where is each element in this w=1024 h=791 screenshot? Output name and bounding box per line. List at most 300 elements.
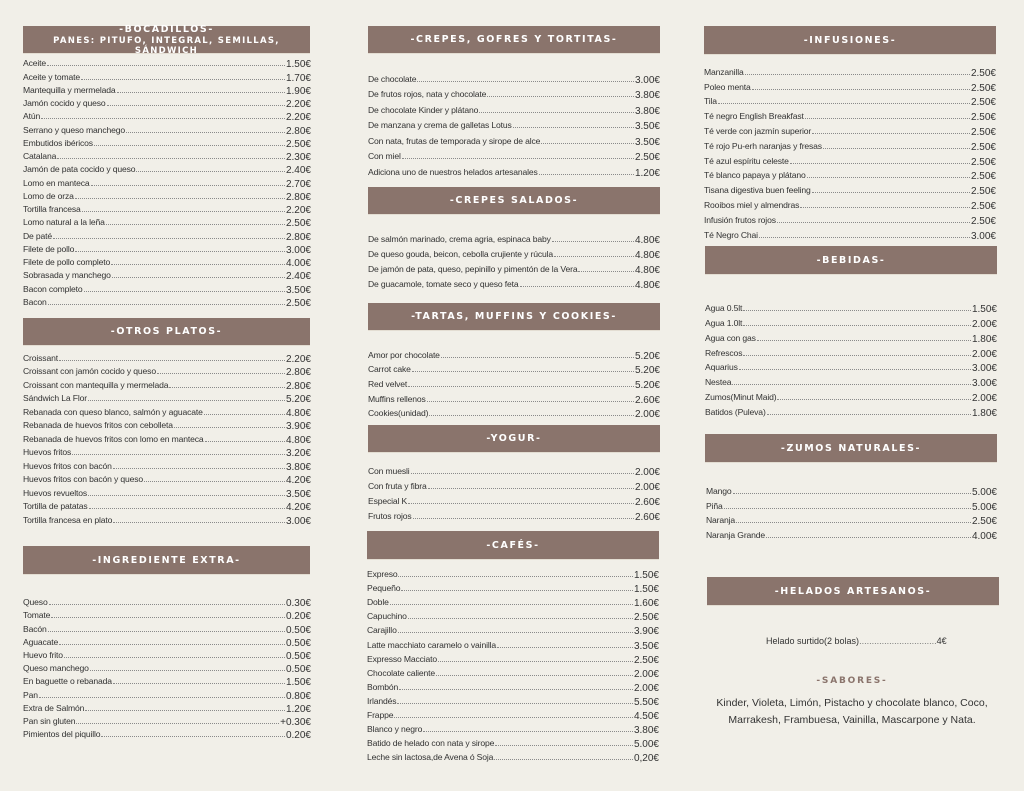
menu-item-price: 4.80€ xyxy=(285,407,311,419)
list-bocadillos xyxy=(23,55,311,307)
menu-item-price: 2.50€ xyxy=(970,200,996,212)
menu-item xyxy=(368,99,660,115)
list-otros-platos xyxy=(23,349,311,525)
dot-leader xyxy=(554,256,634,257)
section-title-otros-platos: -OTROS PLATOS- xyxy=(110,326,223,337)
menu-item xyxy=(23,376,311,390)
menu-item-name: Con miel xyxy=(368,151,401,161)
menu-item-price: 2.50€ xyxy=(970,171,996,183)
dot-leader xyxy=(552,241,634,242)
list-crepes-gofres xyxy=(368,68,660,177)
menu-item-name: Refrescos xyxy=(705,347,743,358)
menu-item xyxy=(23,267,311,283)
menu-item xyxy=(23,121,311,137)
menu-item-name: Huevos revueltos xyxy=(23,487,87,498)
dot-leader xyxy=(497,647,633,648)
menu-item-price: 1.20€ xyxy=(634,167,660,179)
section-title-bocadillos: -BOCADILLOS- xyxy=(119,23,214,35)
dot-leader xyxy=(718,103,970,104)
menu-item-name: Frutos rojos xyxy=(368,511,412,521)
menu-item xyxy=(704,121,996,136)
menu-item-price: 1.20€ xyxy=(285,703,311,715)
dot-leader xyxy=(777,399,971,400)
dot-leader xyxy=(117,92,285,93)
menu-item-name: Mantequilla y mermelada xyxy=(23,84,116,95)
menu-item-price: 1.50€ xyxy=(971,303,997,315)
menu-item-price: 1.50€ xyxy=(285,677,311,689)
menu-item xyxy=(368,68,660,84)
menu-item-price: 5.20€ xyxy=(634,350,660,362)
menu-item xyxy=(704,210,996,225)
menu-item-name: Leche sin lactosa,de Avena ó Soja xyxy=(367,752,494,763)
menu-item-price: 4.80€ xyxy=(634,280,660,291)
dot-leader xyxy=(487,96,634,97)
dot-leader xyxy=(745,74,970,75)
menu-item-name: Tortilla francesa en plato xyxy=(23,514,113,525)
dot-leader xyxy=(429,415,634,416)
menu-item-price: 2.00€ xyxy=(971,348,997,360)
menu-item-name: Embutidos ibéricos xyxy=(23,137,93,148)
dot-leader xyxy=(520,286,634,287)
menu-item xyxy=(23,444,311,458)
menu-item-price: 1.60€ xyxy=(633,598,659,610)
menu-item-name: Tila xyxy=(704,96,717,107)
dot-leader xyxy=(401,590,633,591)
menu-item-name: Jamón cocido y queso xyxy=(23,98,106,108)
menu-item-price: 2.60€ xyxy=(634,394,660,406)
menu-item-name: Infusión frutos rojos xyxy=(704,214,776,225)
dot-leader xyxy=(94,145,285,146)
section-header-crepes-salados xyxy=(368,187,660,214)
menu-item-price: 0.20€ xyxy=(285,611,311,623)
dot-leader xyxy=(807,177,970,178)
menu-item-name: Zumos(Minut Maid) xyxy=(705,392,777,403)
menu-item xyxy=(704,136,996,151)
menu-item xyxy=(23,594,311,610)
menu-item-price: 2.80€ xyxy=(285,191,311,203)
dot-leader xyxy=(417,81,634,82)
dot-leader xyxy=(513,127,634,128)
dot-leader xyxy=(88,495,285,496)
dot-leader xyxy=(736,522,971,523)
menu-item xyxy=(368,491,660,506)
dot-leader xyxy=(174,427,285,428)
menu-item-price: 2.20€ xyxy=(285,112,311,124)
menu-item-name: Nestea xyxy=(705,377,732,388)
menu-item-name: Queso xyxy=(23,597,48,608)
menu-item-price: 3.00€ xyxy=(285,515,311,527)
menu-item xyxy=(23,457,311,471)
dot-leader xyxy=(402,158,634,159)
dot-leader xyxy=(408,503,634,504)
menu-item xyxy=(368,360,660,375)
menu-item-price: 2.50€ xyxy=(970,141,996,153)
menu-item xyxy=(704,92,996,107)
list-crepes-salados xyxy=(368,229,660,289)
dot-leader xyxy=(823,148,970,149)
section-title-crepes-gofres: -CREPES, GOFRES Y TORTITAS- xyxy=(410,34,618,45)
menu-item-price: 3.80€ xyxy=(285,461,311,473)
section-header-infusiones xyxy=(704,26,996,54)
menu-item-name: Cookies(unidad) xyxy=(368,408,429,419)
menu-item-price: 2.00€ xyxy=(633,668,659,680)
menu-item xyxy=(23,673,311,689)
menu-item-price: 4.00€ xyxy=(285,258,311,269)
sabores-heading: -SABORES- xyxy=(816,676,888,686)
menu-item-price: 3.00€ xyxy=(634,74,660,86)
menu-item-price: 2.20€ xyxy=(285,99,311,110)
dot-leader xyxy=(57,158,285,159)
menu-item-price: 2.50€ xyxy=(633,654,659,666)
menu-item-price: 4.80€ xyxy=(634,235,660,246)
list-infusiones xyxy=(704,62,996,240)
menu-item-price: 1.80€ xyxy=(971,408,997,420)
menu-item-price: 4.80€ xyxy=(634,250,660,261)
menu-item-name: Con muesli xyxy=(368,466,410,476)
menu-item-price: 1.50€ xyxy=(633,584,659,596)
dot-leader xyxy=(743,310,971,311)
menu-item-price: 3.90€ xyxy=(285,421,311,432)
dot-leader xyxy=(64,657,285,658)
menu-item xyxy=(23,403,311,417)
dot-leader xyxy=(408,386,634,387)
dot-leader xyxy=(48,631,285,632)
dot-leader xyxy=(812,133,970,134)
menu-item-price: 2.00€ xyxy=(971,393,997,405)
dot-leader xyxy=(169,387,285,388)
dot-leader xyxy=(82,211,285,212)
menu-item xyxy=(23,430,311,444)
menu-item-price: 2.80€ xyxy=(285,231,311,243)
dot-leader xyxy=(107,105,285,106)
menu-item-price: 3.50€ xyxy=(285,284,311,296)
menu-item-price: 2.50€ xyxy=(970,97,996,109)
dot-leader xyxy=(412,371,634,372)
menu-item xyxy=(23,498,311,512)
menu-item-price: 2.50€ xyxy=(285,218,311,230)
dot-leader xyxy=(733,493,971,494)
menu-item-name: Sobrasada y manchego xyxy=(23,270,111,281)
dot-leader xyxy=(112,277,285,278)
menu-item-name: Aguacate xyxy=(23,636,59,647)
menu-item xyxy=(368,476,660,491)
menu-item-name: Aquarius xyxy=(705,362,738,373)
dot-leader xyxy=(479,112,634,113)
dot-leader xyxy=(85,710,285,711)
menu-item xyxy=(23,620,311,636)
menu-item-name: Jamón de pata cocido y queso xyxy=(23,164,136,175)
menu-item xyxy=(23,660,311,676)
menu-item-price: 0.30€ xyxy=(285,598,311,610)
dot-leader xyxy=(399,689,633,690)
menu-item-price: 2.00€ xyxy=(634,467,660,478)
menu-item-name: Atún xyxy=(23,111,41,122)
menu-item xyxy=(368,161,660,177)
menu-item-price: 4.20€ xyxy=(285,475,311,486)
menu-item-name: Naranja Grande xyxy=(706,530,766,541)
dot-leader xyxy=(126,132,285,133)
menu-item-price: 0.50€ xyxy=(285,664,311,676)
section-title-infusiones: -INFUSIONES- xyxy=(803,34,897,46)
menu-item-price: 0.50€ xyxy=(285,637,311,649)
dot-leader xyxy=(91,185,285,186)
menu-item xyxy=(23,174,311,190)
section-title-cafes: -CAFÉS- xyxy=(486,539,540,551)
menu-item xyxy=(705,313,997,328)
menu-item-price: 4.20€ xyxy=(285,502,311,513)
menu-item xyxy=(704,106,996,124)
menu-item xyxy=(23,161,311,177)
dot-leader xyxy=(411,473,634,474)
menu-item xyxy=(23,700,311,713)
menu-item-name: De salmón marinado, crema agria, espinaca baby xyxy=(368,234,551,244)
dot-leader xyxy=(397,703,633,704)
section-subtitle-bocadillos: PANES: PITUFO, INTEGRAL, SEMILLAS, SÁNDWICH xyxy=(53,35,280,56)
menu-item xyxy=(704,195,996,210)
menu-item xyxy=(368,389,660,404)
menu-item-price: 3.00€ xyxy=(971,378,997,390)
section-header-bocadillos xyxy=(23,23,310,56)
menu-item-name: Poleo menta xyxy=(704,81,751,92)
menu-item-price: 3.80€ xyxy=(633,725,659,737)
menu-item-name: Huevos fritos con bacón xyxy=(23,460,112,471)
menu-item-name: Rebanada de huevos fritos con cebolleta xyxy=(23,420,173,430)
menu-item-name: Té blanco papaya y plátano xyxy=(704,170,806,181)
menu-item xyxy=(705,387,997,405)
dot-leader xyxy=(408,618,633,619)
menu-item-price: 2.80€ xyxy=(285,125,311,137)
dot-leader xyxy=(113,522,285,523)
section-title-yogur: -YOGUR- xyxy=(486,433,542,444)
menu-item-price: 2.50€ xyxy=(970,82,996,94)
menu-item xyxy=(368,115,660,131)
menu-item-price: 2.40€ xyxy=(285,271,311,283)
menu-item-price: 3.90€ xyxy=(633,626,659,638)
dot-leader xyxy=(48,304,285,305)
menu-item xyxy=(368,506,660,521)
menu-item-name: Pan sin gluten xyxy=(23,715,76,726)
menu-item-name: Lomo en manteca xyxy=(23,177,90,188)
dot-leader xyxy=(59,644,285,645)
menu-item-name: De manzana y crema de galletas Lotus xyxy=(368,120,512,130)
menu-item-name: Rebanada con queso blanco, salmón y aguacate xyxy=(23,406,203,417)
menu-item-name: Sándwich La Flor xyxy=(23,393,87,403)
menu-item-name: Tortilla de patatas xyxy=(23,501,88,511)
menu-item xyxy=(705,298,997,313)
dot-leader xyxy=(752,89,970,90)
dot-leader xyxy=(41,118,285,119)
menu-item-price: 2.20€ xyxy=(285,353,311,365)
menu-item-name: Agua 1.0lt xyxy=(705,317,743,328)
dot-leader xyxy=(441,357,634,358)
section-header-yogur xyxy=(368,425,660,452)
menu-item-name: Croissant con jamón cocido y queso xyxy=(23,366,156,376)
section-title-helados: -HELADOS ARTESANOS- xyxy=(774,585,932,597)
menu-item-price: 3.20€ xyxy=(285,448,311,459)
menu-item-name: Red velvet xyxy=(368,379,408,390)
menu-item-name: Con fruta y fibra xyxy=(368,481,427,491)
menu-item-name: Lomo natural a la leña xyxy=(23,217,105,228)
menu-item xyxy=(23,241,311,254)
menu-item xyxy=(23,214,311,230)
menu-item-price: 3.50€ xyxy=(285,488,311,500)
menu-item-name: Especial K xyxy=(368,496,408,506)
menu-item xyxy=(368,229,660,244)
menu-item-name: De paté xyxy=(23,230,53,241)
menu-item-name: Tomate xyxy=(23,610,51,621)
menu-item-price: 2.80€ xyxy=(285,367,311,378)
menu-item-price: 4.80€ xyxy=(285,434,311,446)
dot-leader xyxy=(398,576,632,577)
menu-item-name: De frutos rojos, nata y chocolate xyxy=(368,89,487,99)
menu-item xyxy=(367,748,659,765)
menu-item xyxy=(23,471,311,485)
menu-item-price: 3.80€ xyxy=(634,90,660,101)
dot-leader xyxy=(790,163,970,164)
dot-leader xyxy=(427,401,634,402)
dot-leader xyxy=(812,192,970,193)
menu-item xyxy=(705,402,997,420)
dot-leader xyxy=(111,264,285,265)
menu-item-price: +0.30€ xyxy=(280,716,311,728)
list-zumos xyxy=(706,481,997,543)
menu-item-name: Amor por chocolate xyxy=(368,349,440,360)
menu-item-name: Rooibos miel y almendras xyxy=(704,199,800,210)
section-header-helados xyxy=(707,577,999,605)
menu-item xyxy=(704,151,996,166)
dot-leader xyxy=(204,414,285,415)
menu-item-name: Huevos fritos con bacón y queso xyxy=(23,474,144,484)
section-header-bebidas xyxy=(705,246,997,274)
list-tartas xyxy=(368,345,660,421)
menu-item-name: Té azul espíritu celeste xyxy=(704,155,789,166)
menu-item-price: 0.50€ xyxy=(285,624,311,636)
menu-item xyxy=(705,372,997,390)
menu-item xyxy=(367,593,659,610)
menu-item xyxy=(23,280,311,296)
menu-item-price: 3.00€ xyxy=(971,363,997,375)
section-title-ingrediente-extra: -INGREDIENTE EXTRA- xyxy=(92,554,241,566)
section-header-ingrediente-extra xyxy=(23,546,310,574)
dot-leader xyxy=(47,65,285,66)
dot-leader xyxy=(436,675,633,676)
menu-item xyxy=(23,647,311,660)
menu-item-name: Expreso xyxy=(367,569,398,580)
menu-item-name: De guacamole, tomate seco y queso feta xyxy=(368,279,519,289)
menu-item-name: De jamón de pata, queso, pepinillo y pimentón de la Vera xyxy=(368,264,578,274)
dot-leader xyxy=(106,224,285,225)
menu-item-name: De chocolate Kinder y plátano xyxy=(368,104,479,115)
sabores-list: Kinder, Violeta, Limón, Pistacho y chocolate blanco, Coco, Marrakesh, Frambuesa, Vainilla, Mascarpone y Nata. xyxy=(716,697,988,726)
dot-leader xyxy=(390,604,633,605)
dot-leader xyxy=(428,488,634,489)
dot-leader xyxy=(398,632,633,633)
section-title-zumos: -ZUMOS NATURALES- xyxy=(780,442,922,454)
dot-leader xyxy=(413,518,634,519)
menu-item xyxy=(23,349,311,363)
menu-item xyxy=(23,55,311,71)
dot-leader xyxy=(732,384,971,385)
menu-item xyxy=(706,525,997,543)
helado-surtido-item xyxy=(766,636,947,646)
menu-item xyxy=(23,201,311,214)
menu-item xyxy=(368,259,660,274)
menu-item-price: 5.00€ xyxy=(633,739,659,751)
menu-item-price: 5.20€ xyxy=(634,365,660,377)
dot-leader xyxy=(767,414,971,415)
menu-item-name: Aceite xyxy=(23,58,46,69)
menu-item xyxy=(367,678,659,692)
menu-item-name: Extra de Salmón xyxy=(23,702,85,713)
dot-leader xyxy=(805,118,970,119)
menu-item-name: Doble xyxy=(367,597,389,608)
menu-item-name: Bombón xyxy=(367,681,399,692)
menu-item xyxy=(368,84,660,100)
menu-item-name: Pan xyxy=(23,689,38,700)
menu-item xyxy=(368,345,660,360)
dot-leader xyxy=(394,717,633,718)
menu-item-name: Serrano y queso manchego xyxy=(23,124,125,135)
dot-leader xyxy=(438,661,633,662)
menu-item-name: Agua 0.5lt xyxy=(705,302,743,313)
menu-item-name: Naranja xyxy=(706,515,736,526)
menu-item xyxy=(23,634,311,647)
menu-item-price: 0,20€ xyxy=(633,753,659,765)
menu-item xyxy=(23,135,311,148)
dot-leader xyxy=(739,369,971,370)
menu-item-name: Blanco y negro xyxy=(367,724,423,735)
menu-item xyxy=(367,621,659,638)
menu-item-price: 3.80€ xyxy=(634,105,660,117)
menu-item-name: De chocolate xyxy=(368,73,417,84)
section-header-crepes-gofres xyxy=(368,26,660,53)
dot-leader xyxy=(88,400,285,401)
menu-item xyxy=(706,496,997,511)
menu-item-price: 2.20€ xyxy=(285,205,311,216)
menu-item-name: Aceite y tomate xyxy=(23,71,80,82)
menu-item-name: Capuchino xyxy=(367,611,407,622)
dot-leader xyxy=(49,604,285,605)
menu-item-name: Expresso Macciato xyxy=(367,653,438,664)
menu-item xyxy=(23,227,311,243)
menu-item xyxy=(367,734,659,751)
menu-item xyxy=(23,148,311,161)
menu-item xyxy=(368,244,660,259)
dot-leader xyxy=(39,697,285,698)
menu-item-name: Adiciona uno de nuestros helados artesanales xyxy=(368,166,538,177)
dot-leader xyxy=(89,508,285,509)
section-header-tartas xyxy=(368,303,660,330)
menu-item-price: 5.50€ xyxy=(633,696,659,708)
dot-leader xyxy=(51,617,285,618)
menu-item-name: Bacon xyxy=(23,296,47,307)
menu-item-name: Filete de pollo xyxy=(23,243,75,254)
menu-item-name: Té Negro Chai xyxy=(704,229,758,240)
menu-item-price: 4.00€ xyxy=(971,531,997,543)
dot-leader xyxy=(205,441,285,442)
dot-leader xyxy=(113,468,285,469)
dot-leader xyxy=(539,174,634,175)
menu-item xyxy=(368,146,660,162)
menu-item-price: 0.80€ xyxy=(285,690,311,702)
menu-item-name: Frappe xyxy=(367,710,394,721)
menu-item xyxy=(368,274,660,289)
helado-price: 4€ xyxy=(936,636,947,646)
menu-item-name: Muffins rellenos xyxy=(368,393,426,404)
menu-item-price: 5.00€ xyxy=(971,501,997,513)
menu-item-name: De queso gouda, beicon, cebolla crujiente y rúcula xyxy=(368,249,554,259)
dot-leader xyxy=(81,79,285,80)
